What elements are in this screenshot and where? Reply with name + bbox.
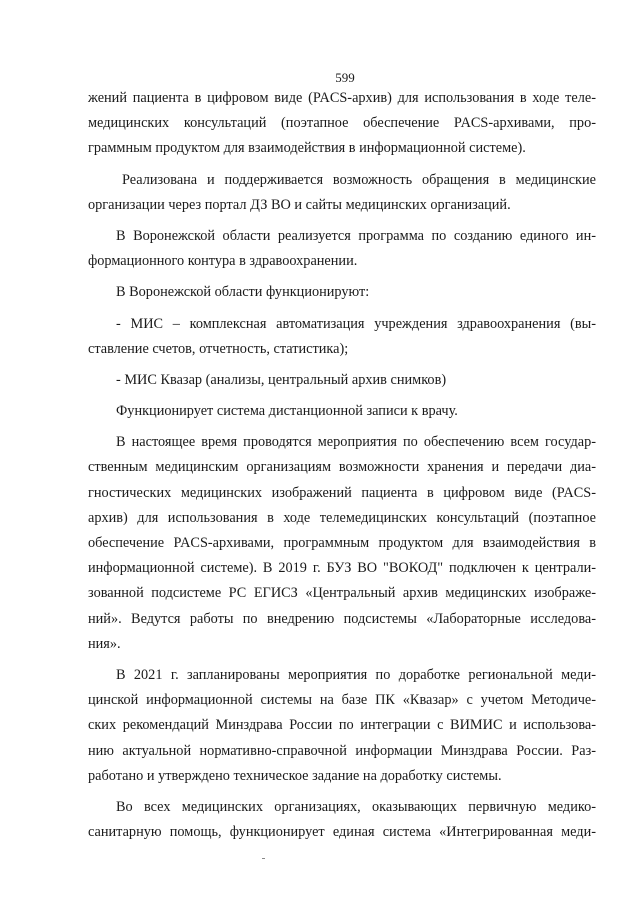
- paragraph-5: [88, 399, 596, 424]
- text-line: - МИС Квазар (анализы, центральный архив снимков): [116, 371, 447, 388]
- text-line: информационной системе). В 2019 г. БУЗ ВО "ВОКОД" подключен к централи-: [88, 560, 596, 577]
- text-line: В Воронежской области реализуется программа по созданию единого ин-: [116, 227, 596, 244]
- text-line: гностических медицинских изображений пациента в цифровом виде (PACS-: [88, 484, 596, 501]
- text-line: зованной подсистеме РС ЕГИСЗ «Центральный архив медицинских изображе-: [88, 585, 596, 602]
- text-line: жений пациента в цифровом виде (PACS-архив) для использования в ходе теле-: [88, 90, 596, 106]
- text-line: нию актуальной нормативно-справочной информации Минздрава России. Раз-: [88, 742, 596, 759]
- paragraph-7: [88, 663, 596, 789]
- page-number: 599: [335, 70, 355, 85]
- text-line: санитарную помощь, функционирует единая система «Интегрированная меди-: [88, 824, 596, 841]
- text-line: В настоящее время проводятся мероприятия по обеспечению всем государ-: [116, 434, 596, 451]
- text-line: Во всех медицинских организациях, оказывающих первичную медико-: [116, 798, 596, 815]
- text-line: - МИС – комплексная автоматизация учреждения здравоохранения (вы-: [116, 315, 596, 332]
- text-line: Реализована и поддерживается возможность обращения в медицинские: [122, 171, 596, 188]
- text-line: цинской информационной системы на базе ПК «Квазар» с учетом Методиче-: [88, 692, 596, 709]
- text-line: организации через портал ДЗ ВО и сайты медицинских организаций.: [88, 196, 511, 213]
- text-line: В 2021 г. запланированы мероприятия по доработке региональной меди-: [116, 666, 596, 683]
- scan-speck: [262, 858, 265, 859]
- text-line: граммным продуктом для взаимодействия в информационной системе).: [88, 140, 526, 157]
- text-line: ставление счетов, отчетность, статистика);: [88, 340, 349, 357]
- paragraph-1: [88, 86, 596, 162]
- text-line: медицинских консультаций (поэтапное обеспечение PACS-архивами, про-: [88, 115, 596, 132]
- text-line: формационного контура в здравоохранении.: [88, 253, 358, 270]
- text-line: Функционирует система дистанционной записи к врачу.: [116, 403, 458, 420]
- text-line: работано и утверждено техническое задание на доработку системы.: [88, 767, 502, 784]
- list-item-mis: [88, 312, 596, 362]
- paragraph-2: [88, 168, 596, 218]
- text-line: ских рекомендаций Минздрава России по интеграции с ВИМИС и использова-: [88, 717, 596, 734]
- paragraph-4: [88, 280, 596, 305]
- paragraph-3: [88, 224, 596, 274]
- paragraph-6: [88, 430, 596, 657]
- text-line: ственным медицинским организациям возможности хранения и передачи диа-: [88, 459, 596, 476]
- text-line: ний». Ведутся работы по внедрению подсистемы «Лабораторные исследова-: [88, 610, 596, 627]
- paragraph-8: [88, 795, 596, 845]
- list-item-mis-kvazar: [88, 368, 596, 393]
- text-line: ния».: [88, 635, 121, 652]
- text-line: архив) для использования в ходе телемедицинских консультаций (поэтапное: [88, 509, 596, 526]
- document-body: [88, 86, 596, 845]
- text-line: В Воронежской области функционируют:: [116, 284, 370, 301]
- text-line: обеспечение PACS-архивами, программным продуктом для взаимодействия в: [88, 535, 596, 551]
